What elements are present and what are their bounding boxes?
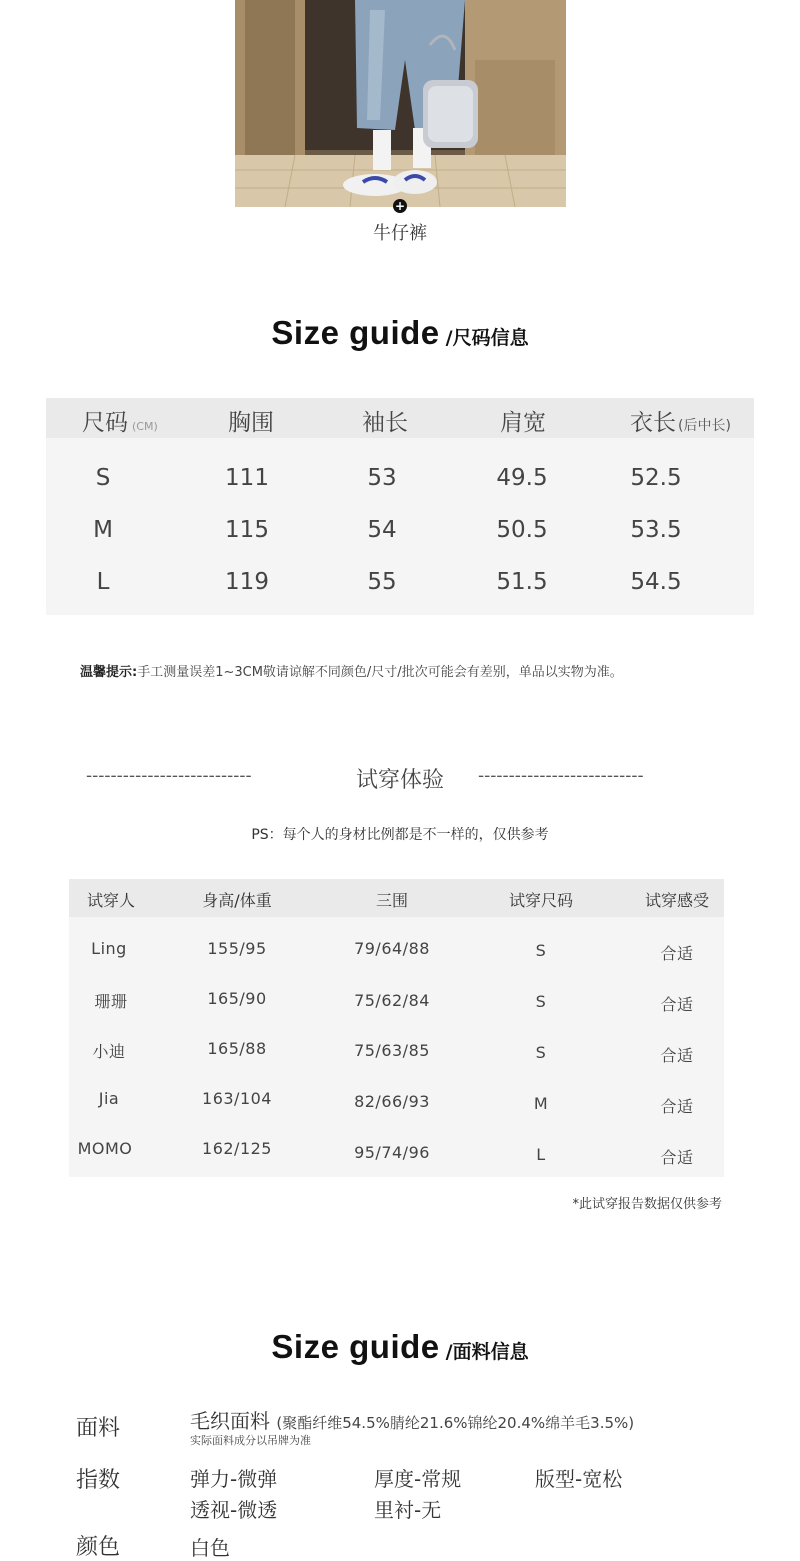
size-guide-title: Size guide bbox=[271, 1328, 440, 1365]
header-tester: 试穿人 bbox=[86, 891, 135, 910]
feeling-cell: 合适 bbox=[660, 944, 694, 963]
product-photo bbox=[235, 0, 566, 207]
photo-caption: 牛仔裤 bbox=[373, 223, 427, 244]
size-guide-subtitle: /尺码信息 bbox=[445, 327, 529, 349]
divider-left: --------------------------- bbox=[86, 766, 252, 786]
chest-cell: 111 bbox=[225, 465, 269, 491]
sleeve-cell: 53 bbox=[367, 465, 397, 491]
size-table bbox=[46, 398, 754, 615]
measurements-cell: 75/62/84 bbox=[354, 991, 430, 1010]
tryon-size-cell: S bbox=[535, 1043, 547, 1062]
tester-cell: Jia bbox=[98, 1089, 120, 1108]
height-weight-cell: 165/88 bbox=[207, 1039, 267, 1058]
fabric-guide-heading bbox=[0, 1328, 800, 1366]
length-cell: 53.5 bbox=[630, 517, 682, 543]
header-length: 衣长 (后中长) bbox=[630, 410, 731, 436]
tester-cell: Ling bbox=[91, 939, 127, 958]
tryon-table bbox=[69, 879, 724, 1177]
tryon-size-cell: S bbox=[535, 992, 547, 1011]
sleeve-cell: 55 bbox=[367, 569, 397, 595]
ps-note: PS：每个人的身材比例都是不一样的，仅供参考 bbox=[251, 827, 549, 843]
tryon-size-cell: S bbox=[535, 941, 547, 960]
fabric-note: 实际面料成分以吊牌为准 bbox=[190, 1434, 311, 1447]
measurements-cell: 95/74/96 bbox=[354, 1143, 430, 1162]
index-label: 指数 bbox=[76, 1468, 121, 1493]
height-weight-cell: 162/125 bbox=[202, 1139, 272, 1158]
size-cell: L bbox=[96, 569, 110, 595]
measurements-cell: 75/63/85 bbox=[354, 1041, 430, 1060]
size-cell: S bbox=[95, 465, 111, 491]
measurements-cell: 79/64/88 bbox=[354, 939, 430, 958]
tester-cell: 珊珊 bbox=[94, 992, 128, 1011]
warm-tip bbox=[80, 661, 623, 680]
index-thickness: 厚度-常规 bbox=[374, 1467, 462, 1491]
feeling-cell: 合适 bbox=[660, 995, 694, 1014]
tryon-size-cell: M bbox=[533, 1094, 549, 1113]
fabric-composition: (聚酯纤维54.5%腈纶21.6%锦纶20.4%绵羊毛3.5%) bbox=[276, 1414, 635, 1432]
index-elasticity: 弹力-微弹 bbox=[190, 1467, 278, 1491]
index-transparency: 透视-微透 bbox=[190, 1498, 278, 1522]
header-measurements: 三围 bbox=[375, 891, 408, 910]
tip-text: 手工测量误差1~3CM敬请谅解不同颜色/尺寸/批次可能会有差别，单品以实物为准。 bbox=[137, 665, 623, 680]
header-size: 尺码 (CM) bbox=[82, 410, 158, 436]
sleeve-cell: 54 bbox=[367, 517, 397, 543]
size-table-header bbox=[46, 398, 754, 438]
shoulder-cell: 50.5 bbox=[496, 517, 548, 543]
index-fit: 版型-宽松 bbox=[535, 1467, 623, 1491]
tester-cell: MOMO bbox=[77, 1139, 133, 1158]
feeling-cell: 合适 bbox=[660, 1046, 694, 1065]
color-label: 颜色 bbox=[76, 1535, 121, 1560]
chest-cell: 115 bbox=[225, 517, 269, 543]
tester-cell: 小迪 bbox=[92, 1042, 126, 1061]
add-icon[interactable]: + bbox=[394, 199, 406, 213]
tryon-title: 试穿体验 bbox=[355, 768, 444, 793]
feeling-cell: 合适 bbox=[660, 1148, 694, 1167]
height-weight-cell: 165/90 bbox=[207, 989, 267, 1008]
length-cell: 54.5 bbox=[630, 569, 682, 595]
header-sleeve: 袖长 bbox=[362, 410, 408, 436]
height-weight-cell: 155/95 bbox=[207, 939, 267, 958]
fabric-label: 面料 bbox=[76, 1416, 121, 1441]
size-cell: M bbox=[93, 517, 113, 543]
index-lining: 里衬-无 bbox=[374, 1498, 442, 1522]
feeling-cell: 合适 bbox=[660, 1097, 694, 1116]
fabric-value: 毛织面料 (聚酯纤维54.5%腈纶21.6%锦纶20.4%绵羊毛3.5%) bbox=[190, 1409, 635, 1433]
header-height-weight: 身高/体重 bbox=[202, 891, 272, 910]
header-feeling: 试穿感受 bbox=[644, 891, 709, 910]
tryon-size-cell: L bbox=[536, 1145, 546, 1164]
measurements-cell: 82/66/93 bbox=[354, 1092, 430, 1111]
report-note: *此试穿报告数据仅供参考 bbox=[572, 1197, 722, 1212]
color-value: 白色 bbox=[190, 1536, 230, 1560]
header-shoulder: 肩宽 bbox=[500, 410, 546, 436]
shoulder-cell: 49.5 bbox=[496, 465, 548, 491]
height-weight-cell: 163/104 bbox=[202, 1089, 272, 1108]
size-guide-title: Size guide bbox=[271, 314, 440, 351]
tryon-table-header bbox=[69, 879, 724, 917]
size-guide-heading bbox=[0, 314, 800, 352]
header-tryon-size: 试穿尺码 bbox=[508, 891, 573, 910]
tip-label: 温馨提示: bbox=[80, 665, 138, 680]
size-guide-subtitle: /面料信息 bbox=[445, 1341, 529, 1363]
header-chest: 胸围 bbox=[228, 410, 274, 436]
chest-cell: 119 bbox=[225, 569, 269, 595]
length-cell: 52.5 bbox=[630, 465, 682, 491]
shoulder-cell: 51.5 bbox=[496, 569, 548, 595]
divider-right: --------------------------- bbox=[478, 766, 644, 786]
